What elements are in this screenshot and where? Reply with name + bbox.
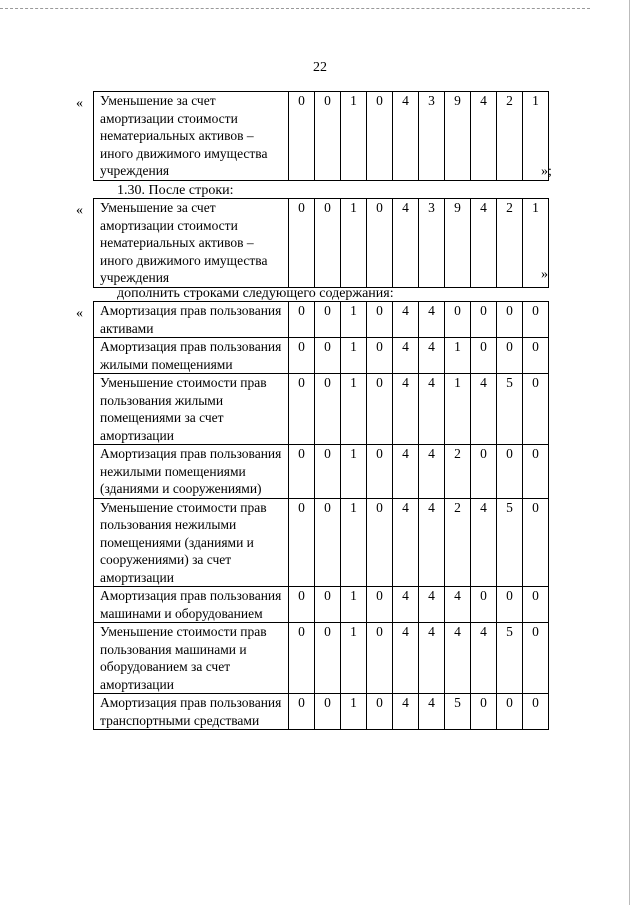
code-digit: 4 xyxy=(471,199,497,288)
code-digit: 0 xyxy=(315,498,341,587)
code-digit: 0 xyxy=(367,623,393,694)
code-digit: 1 xyxy=(341,338,367,374)
code-digit: 0 xyxy=(523,374,549,445)
code-digit: 4 xyxy=(471,498,497,587)
page-number: 22 xyxy=(313,60,327,75)
scan-right-border xyxy=(629,0,630,905)
scan-top-border xyxy=(0,8,590,9)
code-digit: 0 xyxy=(289,199,315,288)
code-digit: 4 xyxy=(393,338,419,374)
table-row xyxy=(94,199,549,288)
code-digit: 0 xyxy=(497,694,523,730)
code-digit: 1 xyxy=(341,302,367,338)
code-digit: 0 xyxy=(471,302,497,338)
row-name: Уменьшение за счет амортизации стоимости нематериальных активов – иного движимого имущества учреждения xyxy=(94,199,289,288)
code-digit: 1 xyxy=(341,445,367,499)
code-digit: 4 xyxy=(471,92,497,181)
row-name: Уменьшение стоимости прав пользования машинами и оборудованием за счет амортизации xyxy=(94,623,289,694)
code-digit: 4 xyxy=(393,623,419,694)
code-digit: 0 xyxy=(289,498,315,587)
code-digit: 5 xyxy=(497,498,523,587)
code-digit: 5 xyxy=(497,623,523,694)
code-digit: 4 xyxy=(419,694,445,730)
code-digit: 4 xyxy=(419,587,445,623)
code-digit: 1 xyxy=(523,92,549,181)
table-row xyxy=(94,445,549,499)
code-digit: 4 xyxy=(471,623,497,694)
code-digit: 0 xyxy=(367,694,393,730)
code-digit: 0 xyxy=(497,445,523,499)
row-name: Уменьшение стоимости прав пользования жилыми помещениями за счет амортизации xyxy=(94,374,289,445)
code-digit: 4 xyxy=(393,445,419,499)
code-digit: 0 xyxy=(523,445,549,499)
quote-open-1: « xyxy=(76,96,83,111)
table-row xyxy=(94,338,549,374)
code-digit: 5 xyxy=(497,374,523,445)
code-digit: 1 xyxy=(341,199,367,288)
quote-open-3: « xyxy=(76,306,83,321)
code-digit: 0 xyxy=(315,374,341,445)
row-name: Амортизация прав пользования жилыми помещениями xyxy=(94,338,289,374)
code-digit: 0 xyxy=(523,587,549,623)
code-digit: 4 xyxy=(393,199,419,288)
code-digit: 4 xyxy=(419,623,445,694)
code-digit: 0 xyxy=(523,302,549,338)
table-row xyxy=(94,92,549,181)
code-digit: 1 xyxy=(445,374,471,445)
code-digit: 0 xyxy=(315,587,341,623)
code-digit: 2 xyxy=(497,199,523,288)
code-digit: 9 xyxy=(445,199,471,288)
code-digit: 0 xyxy=(289,587,315,623)
code-digit: 9 xyxy=(445,92,471,181)
quote-close-2: » xyxy=(541,267,548,282)
code-digit: 0 xyxy=(523,694,549,730)
code-digit: 1 xyxy=(341,623,367,694)
row-name: Амортизация прав пользования транспортными средствами xyxy=(94,694,289,730)
code-digit: 0 xyxy=(289,302,315,338)
code-table-3 xyxy=(93,301,549,730)
code-table-1 xyxy=(93,91,549,181)
code-digit: 0 xyxy=(315,338,341,374)
paragraph-supplement: дополнить строками следующего содержания: xyxy=(117,286,394,301)
code-digit: 1 xyxy=(341,587,367,623)
code-digit: 3 xyxy=(419,199,445,288)
code-digit: 0 xyxy=(523,623,549,694)
code-digit: 0 xyxy=(445,302,471,338)
row-name: Амортизация прав пользования активами xyxy=(94,302,289,338)
row-name: Уменьшение стоимости прав пользования нежилыми помещениями (зданиями и сооружениями) за счет амортизации xyxy=(94,498,289,587)
code-digit: 0 xyxy=(289,374,315,445)
code-digit: 1 xyxy=(523,199,549,288)
quote-open-2: « xyxy=(76,203,83,218)
code-digit: 0 xyxy=(315,694,341,730)
code-digit: 4 xyxy=(471,374,497,445)
code-digit: 2 xyxy=(497,92,523,181)
code-digit: 1 xyxy=(341,694,367,730)
code-digit: 0 xyxy=(315,623,341,694)
code-digit: 3 xyxy=(419,92,445,181)
code-digit: 0 xyxy=(315,199,341,288)
row-name: Уменьшение за счет амортизации стоимости нематериальных активов – иного движимого имущества учреждения xyxy=(94,92,289,181)
code-digit: 0 xyxy=(523,338,549,374)
code-digit: 4 xyxy=(393,498,419,587)
table-row xyxy=(94,498,549,587)
code-digit: 4 xyxy=(419,445,445,499)
code-digit: 0 xyxy=(471,445,497,499)
code-digit: 0 xyxy=(497,587,523,623)
code-digit: 0 xyxy=(289,338,315,374)
code-digit: 0 xyxy=(471,694,497,730)
code-digit: 1 xyxy=(341,374,367,445)
code-digit: 0 xyxy=(367,374,393,445)
code-digit: 0 xyxy=(367,445,393,499)
code-digit: 0 xyxy=(315,445,341,499)
code-digit: 0 xyxy=(289,92,315,181)
code-digit: 1 xyxy=(341,92,367,181)
code-digit: 0 xyxy=(497,338,523,374)
code-digit: 4 xyxy=(393,302,419,338)
code-digit: 4 xyxy=(419,498,445,587)
code-digit: 0 xyxy=(523,498,549,587)
paragraph-1-30: 1.30. После строки: xyxy=(117,183,234,198)
code-digit: 1 xyxy=(445,338,471,374)
code-table-2 xyxy=(93,198,549,288)
code-digit: 0 xyxy=(497,302,523,338)
code-digit: 4 xyxy=(445,587,471,623)
code-digit: 5 xyxy=(445,694,471,730)
row-name: Амортизация прав пользования машинами и оборудованием xyxy=(94,587,289,623)
code-digit: 4 xyxy=(393,92,419,181)
code-digit: 0 xyxy=(367,587,393,623)
code-digit: 4 xyxy=(419,338,445,374)
code-digit: 4 xyxy=(419,374,445,445)
code-digit: 4 xyxy=(393,694,419,730)
code-digit: 0 xyxy=(367,302,393,338)
code-digit: 4 xyxy=(393,587,419,623)
code-digit: 2 xyxy=(445,498,471,587)
row-name: Амортизация прав пользования нежилыми помещениями (зданиями и сооружениями) xyxy=(94,445,289,499)
table-row xyxy=(94,623,549,694)
quote-close-1: »; xyxy=(541,164,552,179)
code-digit: 0 xyxy=(471,338,497,374)
code-digit: 0 xyxy=(471,587,497,623)
code-digit: 0 xyxy=(289,694,315,730)
code-digit: 0 xyxy=(367,199,393,288)
table-row xyxy=(94,587,549,623)
code-digit: 0 xyxy=(289,445,315,499)
code-digit: 1 xyxy=(341,498,367,587)
code-digit: 0 xyxy=(315,92,341,181)
table-row xyxy=(94,374,549,445)
code-digit: 2 xyxy=(445,445,471,499)
table-row xyxy=(94,302,549,338)
code-digit: 0 xyxy=(315,302,341,338)
code-digit: 0 xyxy=(367,92,393,181)
code-digit: 0 xyxy=(289,623,315,694)
code-digit: 4 xyxy=(419,302,445,338)
code-digit: 0 xyxy=(367,498,393,587)
code-digit: 0 xyxy=(367,338,393,374)
code-digit: 4 xyxy=(445,623,471,694)
code-digit: 4 xyxy=(393,374,419,445)
table-row xyxy=(94,694,549,730)
